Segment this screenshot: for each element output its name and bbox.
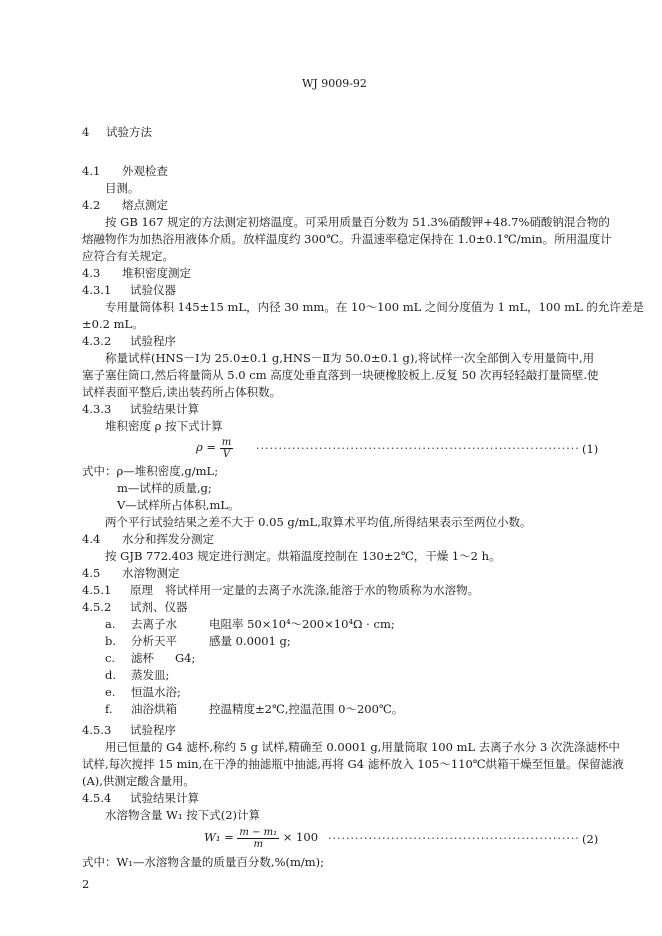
equation-2-fraction: $\frac{\text{m − m₁}}{m}$ [239,826,278,850]
reagent-item: d. 蒸发皿; [105,668,170,682]
section-4-2-line-2: 熔融物作为加热浴用液体介质。放样温度约 300℃。升温速率稳定保持在 1.0±0.1℃/min。所用温度计 [82,232,612,246]
section-4-1-heading: 4.1 外观检查 [82,164,168,178]
section-4-3-3-heading: 4.3.3 试验结果计算 [82,402,199,416]
section-4-2-heading: 4.2 熔点测定 [82,198,168,212]
section-4-3-1-line-1: 专用量筒体积 145±15 mL，内径 30 mm。在 10～100 mL 之间分度值为 1 mL，100 mL 的允许差是 [105,300,644,314]
section-4-2-line-3: 应符合有关规定。 [82,249,174,263]
where-1-line-2: m—试样的质量,g; [117,481,212,495]
equation-1-leader: ········································································ [256,442,580,455]
section-4-4-body: 按 GJB 772.403 规定进行测定。烘箱温度控制在 130±2℃，干燥 1～2 h。 [105,549,501,563]
section-4-3-3-intro: 堆积密度 ρ 按下式计算 [105,419,223,433]
section-4-2-line-1: 按 GB 167 规定的方法测定初熔温度。可采用质量百分数为 51.3%硝酸钾+48.7%硝酸钠混合物的 [105,215,610,229]
equation-2-label: (2) [582,832,599,846]
reagent-item: f. 油浴烘箱 控温精度±2℃,控温范围 0～200℃。 [105,702,404,716]
where-1-line-1: 式中：ρ—堆积密度,g/mL; [82,464,219,478]
section-4-heading: 4 试验方法 [82,125,152,139]
section-4-5-3-line-1: 用已恒量的 G4 滤杯,称约 5 g 试样,精确至 0.0001 g,用量筒取 100 mL 去离子水分 3 次洗涤滤杯中 [105,740,620,754]
section-4-5-3-line-2: 试样,每次搅拌 15 min,在干净的抽滤瓶中抽滤,再将 G4 滤杯放入 105～110℃烘箱干燥至恒量。保留滤液 [82,757,624,771]
section-4-5-1-heading: 4.5.1 原理 将试样用一定量的去离子水洗涤,能溶于水的物质称为水溶物。 [82,583,480,597]
reagent-item: e. 恒温水浴; [105,685,181,699]
equation-1: ρ = $\frac{m}{V}$ [196,436,232,460]
section-4-3-3-tail: 两个平行试验结果之差不大于 0.05 g/mL,取算术平均值,所得结果表示至两位小数。 [105,515,532,529]
equation-2: W₁ = $\frac{\text{m − m₁}}{m}$ × 100 [204,826,319,850]
section-4-3-1-heading: 4.3.1 试验仪器 [82,283,176,297]
equation-1-fraction: $\frac{m}{V}$ [221,436,232,460]
equation-1-label: (1) [582,442,599,456]
section-4-5-heading: 4.5 水溶物测定 [82,566,180,580]
section-4-3-2-heading: 4.3.2 试验程序 [82,334,176,348]
section-4-4-heading: 4.4 水分和挥发分测定 [82,532,214,546]
reagent-item: c. 滤杯 G4; [105,651,196,665]
equation-2-leader: ························································ [328,832,580,845]
section-4-5-3-line-3: (A),供测定酸含量用。 [82,774,195,788]
section-4-1-body: 目测。 [105,181,140,195]
section-4-5-3-heading: 4.5.3 试验程序 [82,723,176,737]
section-4-3-2-line-1: 称量试样(HNS－Ⅰ为 25.0±0.1 g,HNS－Ⅱ为 50.0±0.1 g),将试样一次全部倒入专用量筒中,用 [105,351,595,365]
where-2-line-1: 式中：W₁—水溶物含量的质量百分数,%(m/m); [82,855,325,869]
section-4-5-4-heading: 4.5.4 试验结果计算 [82,791,199,805]
doc-code-header: WJ 9009-92 [302,77,367,90]
reagent-item: b. 分析天平 感量 0.0001 g; [105,634,291,648]
section-4-3-1-line-2: ±0.2 mL。 [82,317,144,331]
reagent-item: a. 去离子水 电阻率 50×10⁴～200×10⁴Ω · cm; [105,617,395,631]
section-4-3-2-line-2: 塞子塞住筒口,然后将量筒从 5.0 cm 高度处垂直落到一块硬橡胶板上.反复 50 次再轻轻敲打量筒壁.使 [82,368,599,382]
section-4-5-4-intro: 水溶物含量 W₁ 按下式(2)计算 [105,808,261,822]
section-4-3-heading: 4.3 堆积密度测定 [82,266,191,280]
section-4-3-2-line-3: 试样表面平整后,读出装药所占体积数。 [82,385,282,399]
where-1-line-3: V—试样所占体积,mL。 [117,498,240,512]
page-number: 2 [82,877,90,891]
section-4-5-2-heading: 4.5.2 试剂、仪器 [82,600,188,614]
